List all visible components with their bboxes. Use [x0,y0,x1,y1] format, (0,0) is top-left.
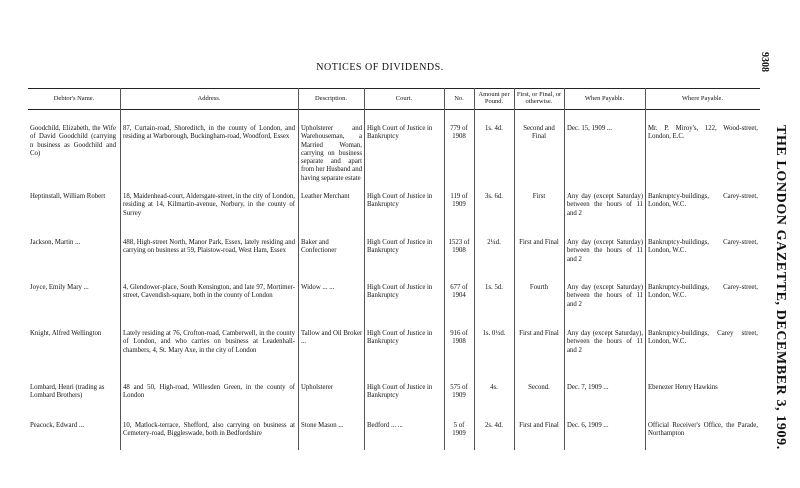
where-payable: Bankruptcy-buildings, Carey-street, London, W.C. [648,239,758,255]
amount: 2¼d. [487,239,501,246]
header-debtor-name: Debtor's Name. [53,95,95,102]
when-payable: Dec. 6, 1909 ... [567,422,609,429]
description: Tallow and Oil Broker ... [301,330,363,346]
number: 575 of 1909 [450,384,468,400]
court: High Court of Justice in Bankruptcy [367,125,433,141]
address: Lately residing at 76, Crofton-road, Camberwell, in the county of London, and who carries on business at Leadenhall-chambers, 4, St. Mary Axe, in the city of London [123,330,295,354]
table-top-rule [28,88,760,89]
amount: 1s. 5d. [485,284,503,291]
debtor-name: Lombard, Henri (trading as Lombard Brothers) [30,384,105,400]
amount: 4s. [490,384,498,391]
debtor-name: Joyce, Emily Mary ... [30,284,89,291]
when-payable: Any day (except Saturday) between the hours of 11 and 2 [567,284,643,308]
header-where-payable: Where Payable. [681,95,724,102]
debtor-name: Heptinstall, William Robert [30,193,106,200]
address: 4, Glendower-place, South Kensington, and late 97, Mortimer-street, Cavendish-square, both in the county of London [123,284,295,300]
number: 677 of 1904 [450,284,468,300]
header-description: Description. [315,95,347,102]
header-amount: Amount per Pound. [478,91,510,105]
where-payable: Bankruptcy-buildings, Carey-street, London, W.C. [648,284,758,300]
number: 5 of 1909 [452,422,466,438]
header-when-payable: When Payable. [584,95,625,102]
address: 87, Curtain-road, Shoreditch, in the county of London, and residing at Warborough, Buckingham-road, Woodford, Essex [123,125,295,141]
debtor-name: Knight, Alfred Wellington [30,330,102,337]
header-no: No. [454,95,464,102]
amount: 1s. 4d. [485,125,503,132]
status: Second and Final [523,125,555,141]
status: Fourth [529,284,549,291]
when-payable: Any day (except Saturday), between the hours of 11 and 2 [567,330,643,354]
number: 916 of 1908 [450,330,468,346]
column-separator [474,88,475,450]
status: First and Final [519,330,559,337]
address: 48 and 50, High-road, Willesden Green, in the county of London [123,384,295,400]
description: Leather Merchant [301,193,350,200]
column-separator [645,88,646,450]
when-payable: Dec. 15, 1909 ... [567,125,612,132]
court: High Court of Justice in Bankruptcy [367,330,433,346]
when-payable: Dec. 7, 1909 ... [567,384,609,391]
column-separator [564,88,565,450]
table-header-rule [28,109,760,110]
status: First and Final [519,422,559,429]
where-payable: Bankruptcy-buildings, Carey street, London, W.C. [648,330,758,346]
number: 779 of 1908 [450,125,468,141]
amount: 2s. 4d. [485,422,503,429]
gazette-running-title: THE LONDON GAZETTE, DECEMBER 3, 1909. [773,125,788,450]
status: Second. [528,384,550,391]
number: 119 of 1909 [450,193,468,209]
where-payable: Bankruptcy-buildings, Carey-street, London, W.C. [648,193,758,209]
debtor-name: Goodchild, Elizabeth, the Wife of David Goodchild (carrying n business as Goodchild and Co) [30,125,116,157]
description: Stone Mason ... [301,422,344,429]
address: 10, Matlock-terrace, Shefford, also carrying on business at Cemetery-road, Biggleswade, both in Bedfordshire [123,422,295,438]
when-payable: Any day (except Saturday) between the hours of 11 and 2 [567,239,643,263]
court: High Court of Justice in Bankruptcy [367,193,433,209]
amount: 1s. 0½d. [482,330,506,337]
column-separator [120,88,121,450]
where-payable: Mr. P. Miroy's, 122, Wood-street, London, E.C. [648,125,758,141]
description: Widow ... ... [301,284,335,291]
number: 1523 of 1908 [448,239,470,255]
amount: 3s. 6d. [485,193,503,200]
address: 488, High-street North, Manor Park, Essex, lately residing and carrying on business at 59, Plaistow-road, West Ham, Essex [123,239,295,255]
page-number: 9308 [759,52,770,72]
court: High Court of Justice in Bankruptcy [367,239,433,255]
debtor-name: Peacock, Edward ... [30,422,84,429]
description: Upholsterer [301,384,334,391]
header-address: Address. [197,95,221,102]
court: High Court of Justice in Bankruptcy [367,384,433,400]
where-payable: Ebenezer Henry Hawkins [648,384,718,391]
header-status: First, or Final, or otherwise. [516,91,562,105]
column-separator [298,88,299,450]
where-payable: Official Receiver's Office, the Parade, Northampton [648,422,758,438]
column-separator [364,88,365,450]
header-court: Court. [395,95,413,102]
column-separator [444,88,445,450]
status: First and Final [519,239,559,246]
when-payable: Any day (except Saturday) between the hours of 11 and 2 [567,193,643,217]
court: High Court of Justice in Bankruptcy [367,284,433,300]
page-title: NOTICES OF DIVIDENDS. [316,62,444,73]
description: Baker and Confectioner [301,239,337,255]
debtor-name: Jackson, Martin ... [30,239,81,246]
description: Upholsterer and Warehouseman, a Married Woman, carrying on business separate and apart from her Husband and having separate estate [301,125,362,182]
court: Bedford ... ... [367,422,403,429]
column-separator [514,88,515,450]
address: 18, Maidenhead-court, Aldersgate-street, in the city of London, residing at 14, Kilmartin-avenue, Norbury, in the county of Surrey [123,193,295,217]
status: First [532,193,546,200]
